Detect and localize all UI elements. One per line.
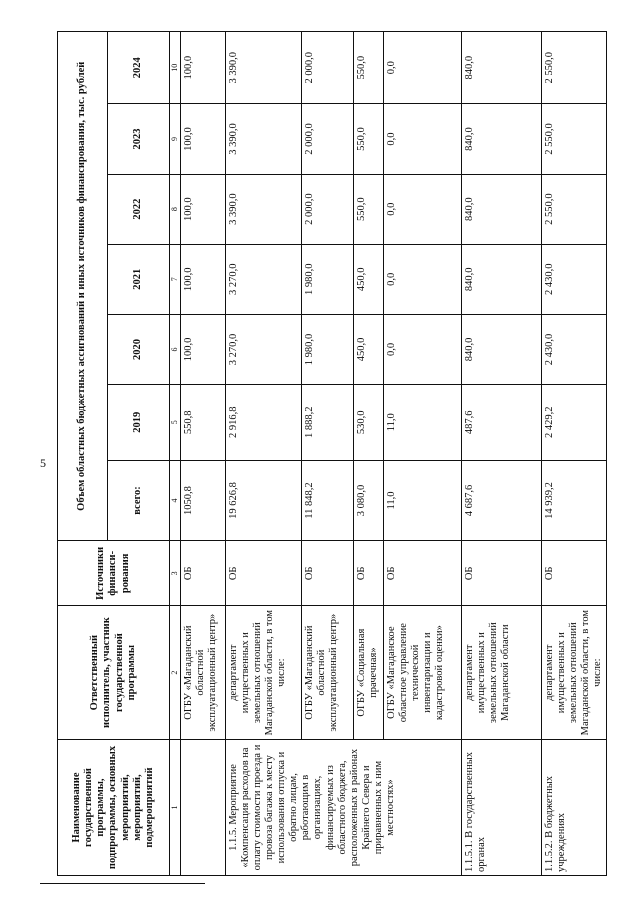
col-index: 3 bbox=[170, 541, 181, 606]
cell-2021: 100,0 bbox=[181, 244, 226, 314]
cell-2021: 3 270,0 bbox=[226, 244, 302, 314]
cell-2023: 2 000,0 bbox=[302, 104, 354, 174]
cell-2019: 11,0 bbox=[384, 385, 462, 461]
bottom-rule bbox=[40, 883, 205, 884]
cell-2022: 0,0 bbox=[384, 174, 462, 244]
cell-2019: 487,6 bbox=[462, 385, 542, 461]
cell-2022: 100,0 bbox=[181, 174, 226, 244]
cell-2022: 840,0 bbox=[462, 174, 542, 244]
cell-2020: 450,0 bbox=[354, 314, 384, 384]
cell-2024: 0,0 bbox=[384, 32, 462, 104]
header-year-2020: 2020 bbox=[108, 314, 170, 384]
cell-subevent-name: 1.1.5.2. В бюджетных учреждениях bbox=[542, 740, 607, 876]
cell-source: ОБ bbox=[354, 541, 384, 606]
col-index: 1 bbox=[170, 740, 181, 876]
header-year-2019: 2019 bbox=[108, 385, 170, 461]
cell-total: 19 626,8 bbox=[226, 460, 302, 541]
cell-total: 3 080,0 bbox=[354, 460, 384, 541]
cell-responsible: ОГБУ «Магаданское областное управление технической инвентаризации и кадастровой оценки» bbox=[384, 606, 462, 740]
cell-2023: 100,0 bbox=[181, 104, 226, 174]
cell-2024: 2 550,0 bbox=[542, 32, 607, 104]
header-responsible: Ответственный исполнитель, участник государственной программы bbox=[58, 606, 170, 740]
cell-2023: 3 390,0 bbox=[226, 104, 302, 174]
cell-responsible: ОГБУ «Магаданский областной эксплуатационный центр» bbox=[302, 606, 354, 740]
cell-total: 14 939,2 bbox=[542, 460, 607, 541]
rotated-table-container bbox=[57, 31, 604, 876]
cell-event-name: 1.1.5. Мероприятие «Компенсация расходов на оплату стоимости проезда и провоза багажа к месту использования отпуска и обратно лицам, работающим в организациях, финансируемых из областного бюджета, расположенных в районах Крайнего Севера и приравненных к ним местностях» bbox=[226, 740, 462, 876]
cell-source: ОБ bbox=[181, 541, 226, 606]
cell-2023: 550,0 bbox=[354, 104, 384, 174]
cell-2021: 840,0 bbox=[462, 244, 542, 314]
col-index: 2 bbox=[170, 606, 181, 740]
cell-source: ОБ bbox=[226, 541, 302, 606]
header-year-2023: 2023 bbox=[108, 104, 170, 174]
cell-2019: 550,8 bbox=[181, 385, 226, 461]
cell-source: ОБ bbox=[542, 541, 607, 606]
cell-2022: 2 550,0 bbox=[542, 174, 607, 244]
header-volume: Объем областных бюджетных ассигнований и иных источников финансирования, тыс. рублей bbox=[58, 32, 108, 541]
cell-total: 11,0 bbox=[384, 460, 462, 541]
cell-responsible: ОГБУ «Магаданский областной эксплуатационный центр» bbox=[181, 606, 226, 740]
cell-2024: 2 000,0 bbox=[302, 32, 354, 104]
cell-2021: 450,0 bbox=[354, 244, 384, 314]
cell-source: ОБ bbox=[462, 541, 542, 606]
cell-source: ОБ bbox=[384, 541, 462, 606]
col-index: 9 bbox=[170, 104, 181, 174]
cell-2022: 550,0 bbox=[354, 174, 384, 244]
col-index: 5 bbox=[170, 385, 181, 461]
cell-2019: 2 429,2 bbox=[542, 385, 607, 461]
cell-2021: 1 980,0 bbox=[302, 244, 354, 314]
col-index: 10 bbox=[170, 32, 181, 104]
cell-source: ОБ bbox=[302, 541, 354, 606]
cell-responsible: департамент имущественных и земельных отношений Магаданской области, в том числе: bbox=[226, 606, 302, 740]
cell-2020: 0,0 bbox=[384, 314, 462, 384]
cell-responsible: ОГБУ «Социальная прачечная» bbox=[354, 606, 384, 740]
cell-2022: 2 000,0 bbox=[302, 174, 354, 244]
header-year-2021: 2021 bbox=[108, 244, 170, 314]
cell-2020: 1 980,0 bbox=[302, 314, 354, 384]
cell-subevent-name: 1.1.5.1. В государственных органах bbox=[462, 740, 542, 876]
header-total: всего: bbox=[108, 460, 170, 541]
col-index: 4 bbox=[170, 460, 181, 541]
cell-responsible: департамент имущественных и земельных отношений Магаданской области, в том числе: bbox=[542, 606, 607, 740]
cell-2019: 2 916,8 bbox=[226, 385, 302, 461]
cell-2019: 530,0 bbox=[354, 385, 384, 461]
cell-2021: 0,0 bbox=[384, 244, 462, 314]
table-row bbox=[181, 32, 226, 876]
cell-2020: 100,0 bbox=[181, 314, 226, 384]
cell-2020: 3 270,0 bbox=[226, 314, 302, 384]
col-index: 8 bbox=[170, 174, 181, 244]
cell-total: 1050,8 bbox=[181, 460, 226, 541]
cell-total: 11 848,2 bbox=[302, 460, 354, 541]
cell-2023: 840,0 bbox=[462, 104, 542, 174]
col-index: 7 bbox=[170, 244, 181, 314]
cell-2024: 100,0 bbox=[181, 32, 226, 104]
cell-2024: 840,0 bbox=[462, 32, 542, 104]
cell-2023: 0,0 bbox=[384, 104, 462, 174]
column-index-row bbox=[170, 32, 181, 876]
cell-total: 4 687,6 bbox=[462, 460, 542, 541]
cell-2022: 3 390,0 bbox=[226, 174, 302, 244]
header-source: Источники финанси- рования bbox=[58, 541, 170, 606]
cell-2024: 3 390,0 bbox=[226, 32, 302, 104]
table-row bbox=[226, 32, 302, 876]
page-number: 5 bbox=[40, 456, 46, 470]
header-name: Наименование государственной программы, подпрограммы, основных мероприятий, мероприятий, подмероприятий bbox=[58, 740, 170, 876]
table-row bbox=[542, 32, 607, 876]
cell-responsible: департамент имущественных и земельных отношений Магаданской области bbox=[462, 606, 542, 740]
cell-name-empty bbox=[181, 740, 226, 876]
cell-2021: 2 430,0 bbox=[542, 244, 607, 314]
cell-2024: 550,0 bbox=[354, 32, 384, 104]
header-year-2024: 2024 bbox=[108, 32, 170, 104]
header-year-2022: 2022 bbox=[108, 174, 170, 244]
financing-table bbox=[57, 31, 607, 876]
cell-2023: 2 550,0 bbox=[542, 104, 607, 174]
col-index: 6 bbox=[170, 314, 181, 384]
table-row bbox=[462, 32, 542, 876]
cell-2019: 1 888,2 bbox=[302, 385, 354, 461]
cell-2020: 840,0 bbox=[462, 314, 542, 384]
cell-2020: 2 430,0 bbox=[542, 314, 607, 384]
